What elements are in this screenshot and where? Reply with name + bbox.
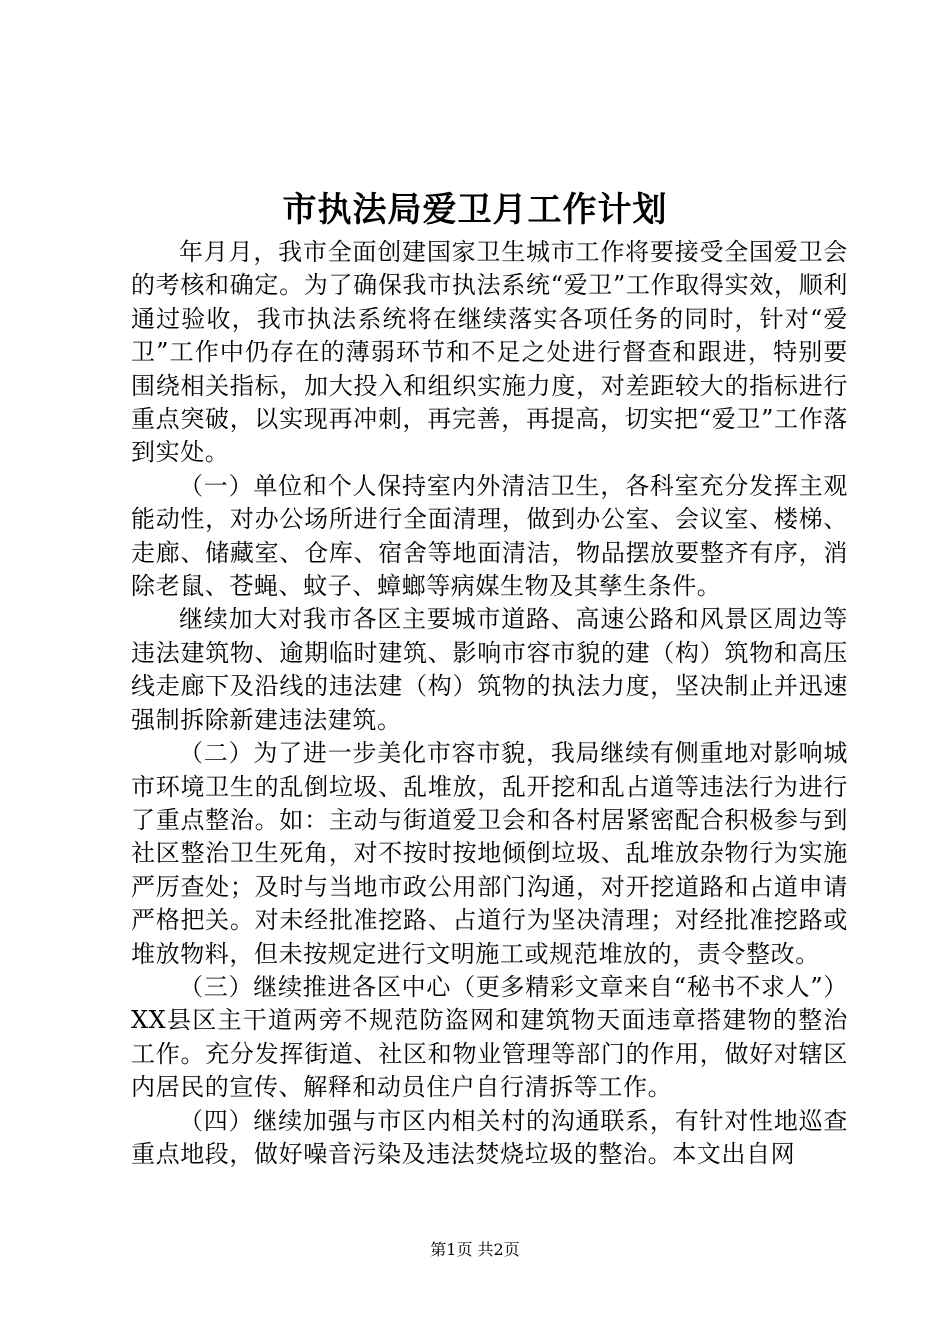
section-three-paragraph: （三）继续推进各区中心（更多精彩文章来自“秘书不求人”）XX县区主干道两旁不规范防盗网和建筑物天面违章搭建物的整治工作。充分发挥街道、社区和物业管理等部门的作用，做好对辖区内居民的宣传、解释和动员住户自行清拆等工作。 [131,972,848,1102]
document-body [131,236,848,1171]
page-number-footer: 第1页 共2页 [430,1240,520,1259]
section-four-paragraph: （四）继续加强与市区内相关村的沟通联系，有针对性地巡查重点地段，做好噪音污染及违法焚烧垃圾的整治。本文出自网 [131,1106,848,1168]
section-one-paragraph: （一）单位和个人保持室内外清洁卫生，各科室充分发挥主观能动性，对办公场所进行全面清理，做到办公室、会议室、楼梯、走廊、储藏室、仓库、宿舍等地面清洁，物品摆放要整齐有序，消除老鼠、苍蝇、蚊子、蟑螂等病媒生物及其孳生条件。 [131,471,848,601]
section-two-paragraph: （二）为了进一步美化市容市貌，我局继续有侧重地对影响城市环境卫生的乱倒垃圾、乱堆放，乱开挖和乱占道等违法行为进行了重点整治。如：主动与街道爱卫会和各村居紧密配合积极参与到社区整治卫生死角，对不按时按地倾倒垃圾、乱堆放杂物行为实施严厉查处；及时与当地市政公用部门沟通，对开挖道路和占道申请严格把关。对未经批准挖路、占道行为坚决清理；对经批准挖路或堆放物料，但未按规定进行文明施工或规范堆放的，责令整改。 [131,739,848,968]
illegal-building-paragraph: 继续加大对我市各区主要城市道路、高速公路和风景区周边等违法建筑物、逾期临时建筑、影响市容市貌的建（构）筑物和高压线走廊下及沿线的违法建（构）筑物的执法力度，坚决制止并迅速强制拆除新建违法建筑。 [131,605,848,734]
intro-paragraph: 年月月，我市全面创建国家卫生城市工作将要接受全国爱卫会的考核和确定。为了确保我市执法系统“爱卫”工作取得实效，顺利通过验收，我市执法系统将在继续落实各项任务的同时，针对“爱卫”工作中仍存在的薄弱环节和不足之处进行督查和跟进，特别要围绕相关指标，加大投入和组织实施力度，对差距较大的指标进行重点突破，以实现再冲刺，再完善，再提高，切实把“爱卫”工作落到实处。 [131,238,848,467]
document-title: 市执法局爱卫月工作计划 [282,190,668,230]
